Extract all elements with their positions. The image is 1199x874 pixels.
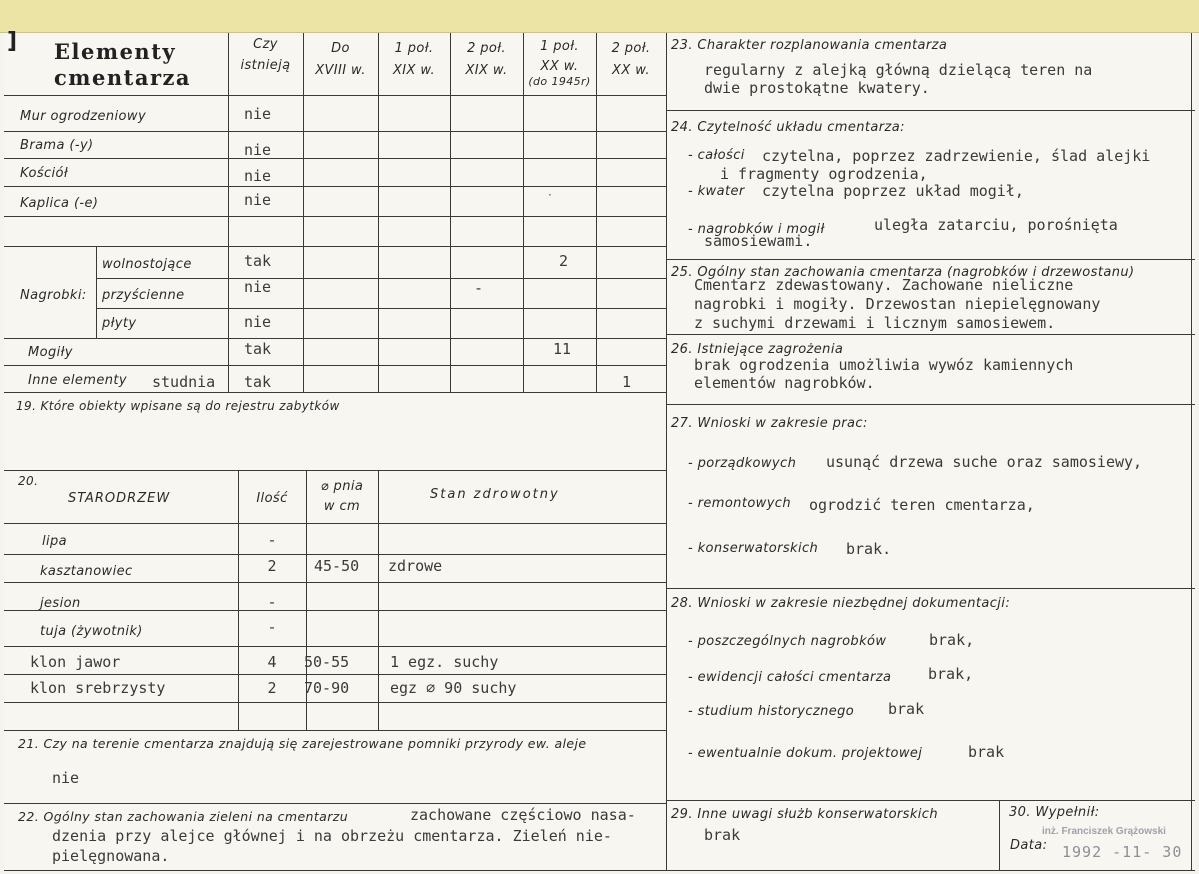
tree-stan: egz ⌀ 90 suchy xyxy=(390,679,517,697)
col-2p19-1: 2 poł. xyxy=(467,41,506,56)
row-brama-label: Brama (-y) xyxy=(20,138,94,153)
s21-label: 21. Czy na terenie cmentarza znajdują się zarejestrowane pomniki przyrody ew. aleje xyxy=(18,736,587,751)
row-wolno-value: tak xyxy=(244,252,272,270)
s27-porz-value: usunąć drzewa suche oraz samosiewy, xyxy=(826,453,1143,471)
col-do-1: Do xyxy=(331,41,350,56)
s24-nagrobkow-value-1: uległa zatarciu, porośnięta xyxy=(874,216,1118,234)
row-kaplica-value: nie xyxy=(244,191,272,209)
s29-value: brak xyxy=(704,826,741,844)
row-kosciol-label: Kościół xyxy=(20,166,69,181)
row-brama-value: nie xyxy=(244,141,272,159)
s24-label: 24. Czytelność układu cmentarza: xyxy=(671,120,905,135)
row-wolno-count: 2 xyxy=(559,252,569,270)
s20-col-pnia-2: w cm xyxy=(323,499,361,514)
col-czy-2: istnieją xyxy=(240,58,291,73)
s28-r3-value: brak xyxy=(888,700,925,718)
tree-pnia: 50-55 xyxy=(304,653,350,671)
s29-label: 29. Inne uwagi służb konserwatorskich xyxy=(671,807,938,822)
tree-name: kasztanowiec xyxy=(40,564,133,579)
col-1p19-1: 1 poł. xyxy=(394,41,434,56)
s23-label: 23. Charakter rozplanowania cmentarza xyxy=(671,38,948,53)
tree-ilosc: 2 xyxy=(267,679,277,697)
s27-remont-label: - remontowych xyxy=(688,496,791,511)
row-inne-label: Inne elementy xyxy=(28,373,127,388)
col-2p19-2: XIX w. xyxy=(465,63,508,78)
corner-mark: ] xyxy=(7,29,18,54)
s20-col-name: STARODRZEW xyxy=(68,491,171,506)
row-przysc-label: przyścienne xyxy=(102,288,185,303)
s22-value-2: dzenia przy alejce głównej i na obrzeżu cmentarza. Zieleń nie- xyxy=(52,827,612,845)
s30-date-stamp: 1992 -11- 30 xyxy=(1062,843,1183,861)
s28-r1-label: - poszczególnych nagrobków xyxy=(688,634,887,649)
s30-name-stamp: inż. Franciszek Grążowski xyxy=(1042,826,1166,837)
col-2p20-2: XX w. xyxy=(612,63,650,78)
s28-r2-value: brak, xyxy=(928,665,974,683)
s28-r4-value: brak xyxy=(968,743,1005,761)
s22-value-1: zachowane częściowo nasa- xyxy=(410,806,636,824)
s19-label: 19. Które obiekty wpisane są do rejestru zabytków xyxy=(16,399,340,413)
s27-porz-label: - porządkowych xyxy=(688,456,797,471)
s23-value-2: dwie prostokątne kwatery. xyxy=(704,79,930,97)
s20-col-ilosc: Ilość xyxy=(256,491,288,506)
top-color-band xyxy=(0,0,1199,33)
row-inne-count: 1 xyxy=(622,373,632,391)
s25-label: 25. Ogólny stan zachowania cmentarza (nagrobków i drzewostanu) xyxy=(671,265,1135,280)
s27-konserw-value: brak. xyxy=(846,540,892,558)
s30-label: 30. Wypełnił: xyxy=(1009,805,1100,820)
row-przysc-dash: - xyxy=(474,279,484,297)
row-przysc-value: nie xyxy=(244,278,272,296)
tree-name: jesion xyxy=(40,596,81,611)
s26-value-2: elementów nagrobków. xyxy=(694,374,875,392)
tree-ilosc: 4 xyxy=(267,653,277,671)
center-divider xyxy=(666,33,667,871)
tree-ilosc: - xyxy=(267,531,277,549)
s28-r3-label: - studium historycznego xyxy=(688,704,855,719)
inventory-card xyxy=(4,29,1195,871)
s27-konserw-label: - konserwatorskich xyxy=(688,541,819,556)
s28-r4-label: - ewentualnie dokum. projektowej xyxy=(688,746,923,761)
col-1p20-3: (do 1945r) xyxy=(528,75,591,88)
tree-name: tuja (żywotnik) xyxy=(40,624,143,639)
row-kaplica-dot: · xyxy=(548,188,552,202)
row-mogily-count: 11 xyxy=(553,340,572,358)
s21-value: nie xyxy=(52,769,80,787)
s20-col-stan: Stan zdrowotny xyxy=(430,487,560,502)
tree-stan: 1 egz. suchy xyxy=(390,653,499,671)
title-line-1: Elementy xyxy=(54,39,177,64)
s24-nagrobkow-value-2: samosiewami. xyxy=(704,232,813,250)
s24-calosci-value-2: i fragmenty ogrodzenia, xyxy=(720,165,928,183)
s22-value-3: pielęgnowana. xyxy=(52,847,170,865)
s27-remont-value: ogrodzić teren cmentarza, xyxy=(809,496,1035,514)
s24-kwater-label: - kwater xyxy=(688,184,745,199)
tree-ilosc: - xyxy=(267,618,277,636)
row-nagrobki-label: Nagrobki: xyxy=(20,288,87,303)
s28-label: 28. Wnioski w zakresie niezbędnej dokumentacji: xyxy=(671,596,1011,611)
s20-col-pnia-1: ⌀ pnia xyxy=(320,479,364,494)
s28-r1-value: brak, xyxy=(929,631,975,649)
row-plyty-value: nie xyxy=(244,313,272,331)
row-inne-typed: studnia xyxy=(152,373,216,391)
tree-pnia: 45-50 xyxy=(314,557,360,575)
row-kosciol-value: nie xyxy=(244,167,272,185)
s27-label: 27. Wnioski w zakresie prac: xyxy=(671,416,868,431)
s26-label: 26. Istniejące zagrożenia xyxy=(671,342,844,357)
s24-kwater-value: czytelna poprzez układ mogił, xyxy=(762,182,1024,200)
col-do-2: XVIII w. xyxy=(315,63,366,78)
row-mur-value: nie xyxy=(244,105,272,123)
row-kaplica-label: Kaplica (-e) xyxy=(20,196,99,211)
row-mogily-label: Mogiły xyxy=(28,345,73,360)
s28-r2-label: - ewidencji całości cmentarza xyxy=(688,670,892,685)
bottom-border xyxy=(4,870,1195,871)
s22-label: 22. Ogólny stan zachowania zieleni na cmentarzu xyxy=(18,809,349,824)
s25-value-2: nagrobki i mogiły. Drzewostan niepielęgnowany xyxy=(694,295,1101,313)
col-czy-1: Czy xyxy=(253,37,278,52)
col-2p20-1: 2 poł. xyxy=(611,41,651,56)
s30-date-label: Data: xyxy=(1010,838,1048,853)
s25-value-3: z suchymi drzewami i licznym samosiewem. xyxy=(694,314,1056,332)
title-line-2: cmentarza xyxy=(54,65,192,90)
s26-value-1: brak ogrodzenia umożliwia wywóz kamiennych xyxy=(694,356,1074,374)
tree-ilosc: 2 xyxy=(267,557,277,575)
col-1p20-1: 1 poł. xyxy=(540,39,579,54)
tree-name: klon srebrzysty xyxy=(30,679,166,697)
tree-stan: zdrowe xyxy=(388,557,443,575)
col-1p20-2: XX w. xyxy=(540,59,579,74)
row-plyty-label: płyty xyxy=(102,316,137,331)
right-border xyxy=(1191,33,1192,871)
tree-pnia: 70-90 xyxy=(304,679,350,697)
s23-value-1: regularny z alejką główną dzielącą teren na xyxy=(704,61,1093,79)
tree-ilosc: - xyxy=(267,593,277,611)
tree-name: klon jawor xyxy=(30,653,121,671)
row-mogily-value: tak xyxy=(244,340,272,358)
row-mur-label: Mur ogrodzeniowy xyxy=(20,109,147,124)
tree-name: lipa xyxy=(42,534,68,549)
col-1p19-2: XIX w. xyxy=(392,63,436,78)
row-wolno-label: wolnostojące xyxy=(102,257,192,272)
s25-value-1: Cmentarz zdewastowany. Zachowane nieliczne xyxy=(694,276,1074,294)
row-inne-value: tak xyxy=(244,373,272,391)
s24-nagrobkow-label: - nagrobków i mogił xyxy=(688,222,825,237)
s24-calosci-label: - całości xyxy=(688,148,745,163)
s24-calosci-value-1: czytelna, poprzez zadrzewienie, ślad alejki xyxy=(762,147,1151,165)
s20-num: 20. xyxy=(18,474,39,488)
